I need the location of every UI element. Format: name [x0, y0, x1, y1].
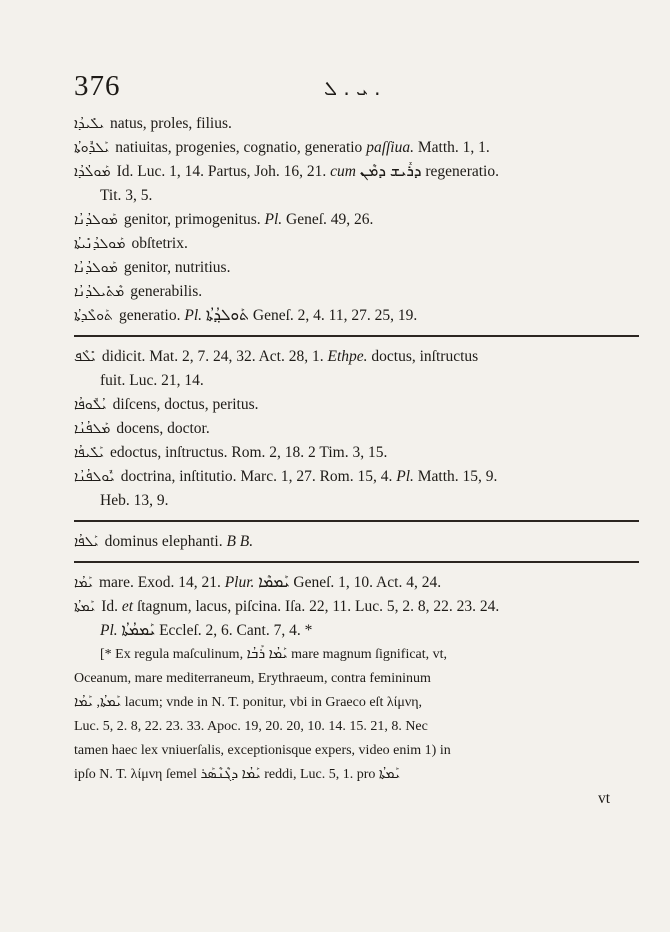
syriac-headword: ܝܰܠܦܳܐ	[74, 534, 99, 550]
entry-definition: genitor, primogenitus.	[123, 211, 265, 228]
entry-definition: doctrina, inſtitutio. Marc. 1, 27. Rom. 15, 4.	[120, 468, 397, 485]
syriac-headword: ܡܰܘܠܳܕܳܐ	[74, 164, 111, 180]
entry-references: doctus, inſtructus	[367, 348, 479, 365]
italic-note: paſſiua.	[366, 139, 414, 156]
entry-group-yld	[74, 112, 630, 328]
entry-group-ylp-elephant	[74, 530, 630, 554]
syriac-headword: ܡܰܠܦܳܢܳܐ	[74, 421, 111, 437]
entry-references: Matth. 1, 1.	[413, 139, 490, 156]
dictionary-entry	[74, 417, 630, 441]
syriac-headword: ܝܽܘܠܦܳܢܳܐ	[74, 469, 115, 485]
dictionary-entry	[74, 465, 630, 489]
footnote-line: ipſo N. T. λίμνη ſemel ܝܰܡܳܐ ܕܓܶܢܶܣܰܪ reddi, Luc. 5, 1. pro ܝܰܡܬܳܐ	[74, 767, 401, 782]
italic-note: Pl.	[184, 307, 203, 324]
dictionary-entry	[74, 232, 630, 256]
italic-note: Pl.	[396, 468, 414, 485]
footnote-line: Luc. 5, 2. 8, 22. 23. 33. Apoc. 19, 20. 20, 10. 14. 15. 21, 8. Nec	[74, 719, 428, 734]
italic-note: et	[121, 598, 134, 615]
entry-definition: docens, doctor.	[116, 420, 210, 437]
dictionary-entry	[74, 393, 630, 417]
italic-note: Ethpe.	[327, 348, 368, 365]
syriac-headword: ܡܰܘܠܕܳܢܳܐ	[74, 212, 118, 228]
dictionary-body	[74, 112, 630, 811]
entry-definition: dominus elephanti.	[104, 533, 227, 550]
entry-definition: didicit. Mat. 2, 7. 24, 32. Act. 28, 1.	[101, 348, 328, 365]
footnote-line: tamen haec lex vniuerſalis, exceptionisque expers, video enim 1) in	[74, 743, 451, 758]
syriac-headword: ܝܳܠܽܘܦܳܐ	[74, 397, 107, 413]
entry-definition: mare. Exod. 14, 21.	[99, 574, 225, 591]
syriac-headword: ܝܰܡܳܐ	[74, 575, 93, 591]
dictionary-entry	[74, 304, 630, 328]
running-head: ܝ . ܠ .	[324, 76, 381, 100]
syriac-headword: ܝܠܺܝܕܳܐ	[74, 116, 105, 132]
dictionary-entry	[74, 595, 630, 619]
italic-note: Pl.	[100, 622, 118, 639]
syriac-headword: ܝܰܠܺܝܦܳܐ	[74, 445, 105, 461]
page-number: 376	[74, 70, 121, 102]
entry-definition: Heb. 13, 9.	[100, 492, 169, 509]
dictionary-entry	[74, 256, 630, 280]
entry-group-ylp	[74, 345, 630, 513]
entry-definition: obſtetrix.	[131, 235, 188, 252]
entry-references: ܕܪܺܝܫ ܕܡܶܢ regeneratio.	[356, 163, 499, 180]
entry-references: ܬܰܘܠܕ݂ܳܬܳܐ Geneſ. 2, 4. 11, 27. 25, 19.	[202, 307, 418, 324]
syriac-headword: ܝܰܠܕܽܘܬܳܐ	[74, 140, 110, 156]
dictionary-entry	[74, 112, 630, 136]
dictionary-entry	[74, 160, 630, 184]
dictionary-entry	[74, 571, 630, 595]
section-divider	[74, 335, 639, 337]
syriac-headword: ܡܰܘܠܕܳܢܳܐ	[74, 260, 118, 276]
dictionary-entry	[74, 619, 630, 643]
italic-note: cum	[330, 163, 356, 180]
dictionary-entry	[74, 184, 630, 208]
dictionary-entry	[74, 208, 630, 232]
section-divider	[74, 561, 639, 563]
dictionary-entry	[74, 345, 630, 369]
section-divider	[74, 520, 639, 522]
dictionary-entry	[74, 530, 630, 554]
footnote-line: ܝܰܡܬܳܐ, ܝܰܡܳܐ lacum; vnde in N. T. ponitur, vbi in Graeco eſt λίμνη,	[74, 695, 423, 710]
entry-definition: Id.	[101, 598, 122, 615]
entry-references: Matth. 15, 9.	[413, 468, 498, 485]
entry-references: Geneſ. 49, 26.	[282, 211, 374, 228]
italic-note: Plur.	[224, 574, 255, 591]
syriac-headword: ܡܰܘܠܕܳܢܺܝܬܳܐ	[74, 236, 126, 252]
entry-definition: generatio.	[118, 307, 185, 324]
syriac-headword: ܬܰܘܠܶܕܬܳܐ	[74, 308, 113, 324]
footnote-block	[74, 643, 630, 787]
dictionary-entry	[74, 441, 630, 465]
italic-note: B B.	[226, 533, 254, 550]
entry-references: ܝܰܡܡܶܐ Geneſ. 1, 10. Act. 4, 24.	[254, 574, 442, 591]
entry-definition: genitor, nutritius.	[123, 259, 231, 276]
entry-definition: natus, proles, filius.	[110, 115, 232, 132]
syriac-headword: ܝܰܡܬܳܐ	[74, 599, 96, 615]
entry-group-ym	[74, 571, 630, 643]
entry-definition: fuit. Luc. 21, 14.	[100, 372, 204, 389]
footnote-line: Oceanum, mare mediterraneum, Erythraeum, contra femininum	[74, 671, 431, 686]
entry-definition: natiuitas, progenies, cognatio, generatio	[115, 139, 367, 156]
entry-definition: Id. Luc. 1, 14. Partus, Joh. 16, 21.	[116, 163, 331, 180]
page-header	[74, 70, 596, 110]
entry-definition: generabilis.	[130, 283, 203, 300]
catchword: vt	[597, 790, 610, 807]
entry-definition: Tit. 3, 5.	[100, 187, 153, 204]
syriac-headword: ܝܺܠܶܦ	[74, 349, 96, 365]
italic-note: Pl.	[264, 211, 283, 228]
entry-references: ſtagnum, lacus, piſcina. Iſa. 22, 11. Luc. 5, 2. 8, 22. 23. 24.	[133, 598, 500, 615]
footnote-line: [* Ex regula maſculinum, ܝܰܡܳܐ ܪܰܒܳܐ mare magnum ſignificat, vt,	[100, 647, 448, 662]
entry-references: ܝܰܡܡܳܬܳܐ Eccleſ. 2, 6. Cant. 7, 4. *	[117, 622, 313, 639]
dictionary-entry	[74, 136, 630, 160]
dictionary-entry	[74, 369, 630, 393]
entry-definition: edoctus, inſtructus. Rom. 2, 18. 2 Tim. 3, 15.	[110, 444, 388, 461]
syriac-headword: ܡܶܬܺܝܠܕܳܢܳܐ	[74, 284, 125, 300]
dictionary-entry	[74, 489, 630, 513]
dictionary-entry	[74, 280, 630, 304]
entry-definition: diſcens, doctus, peritus.	[112, 396, 259, 413]
